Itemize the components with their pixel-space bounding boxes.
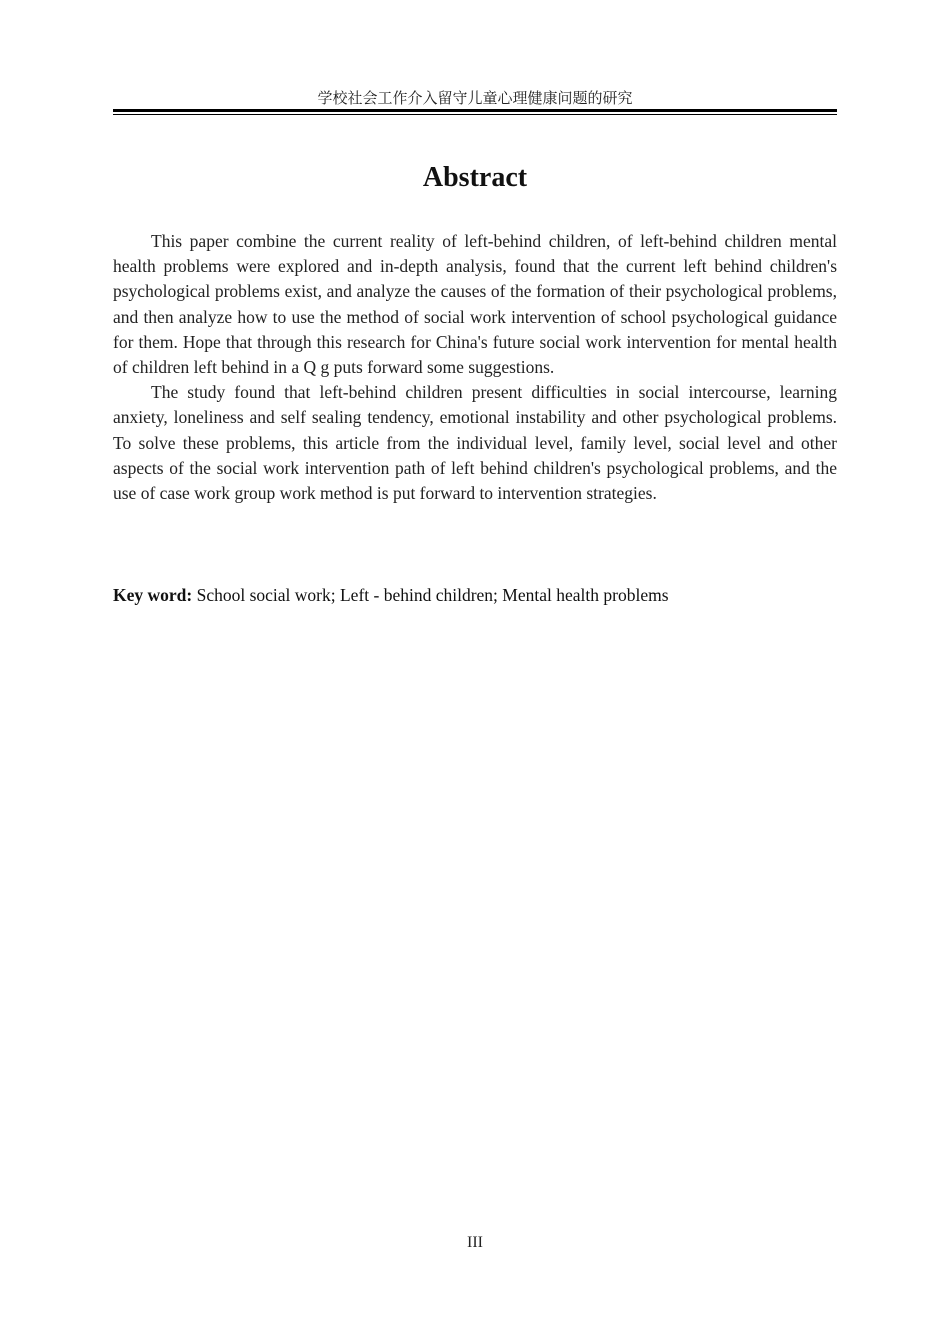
- header-rule-thin: [113, 114, 837, 115]
- abstract-title: Abstract: [422, 162, 528, 193]
- header-rule-thick: [113, 109, 837, 112]
- keywords-line: [113, 583, 837, 608]
- abstract-paragraph-1: This paper combine the current reality of left-behind children, of left-behind children mental health problems were explored and in-depth analysis, found that the current left behind children's psychological problems exist, and analyze the causes of the formation of their psychological problems, and then analyze how to use the method of social work intervention of school psychological guidance for them. Hope that through this research for China's future social work intervention for mental health of children left behind in a Q g puts forward some suggestions.: [113, 231, 837, 378]
- keywords-text: School social work; Left - behind children; Mental health problems: [192, 585, 669, 605]
- keywords-label: Key word:: [113, 585, 193, 605]
- abstract-body: [113, 229, 837, 506]
- abstract-paragraph-2: The study found that left-behind children present difficulties in social intercourse, learning anxiety, loneliness and self sealing tendency, emotional instability and other psychological problems. To solve these problems, this article from the individual level, family level, social level and other aspects of the social work intervention path of left behind children's psychological problems, and the use of case work group work method is put forward to intervention strategies.: [113, 382, 837, 504]
- running-header: 学校社会工作介入留守儿童心理健康问题的研究: [317, 89, 633, 107]
- page-number: III: [467, 1234, 483, 1251]
